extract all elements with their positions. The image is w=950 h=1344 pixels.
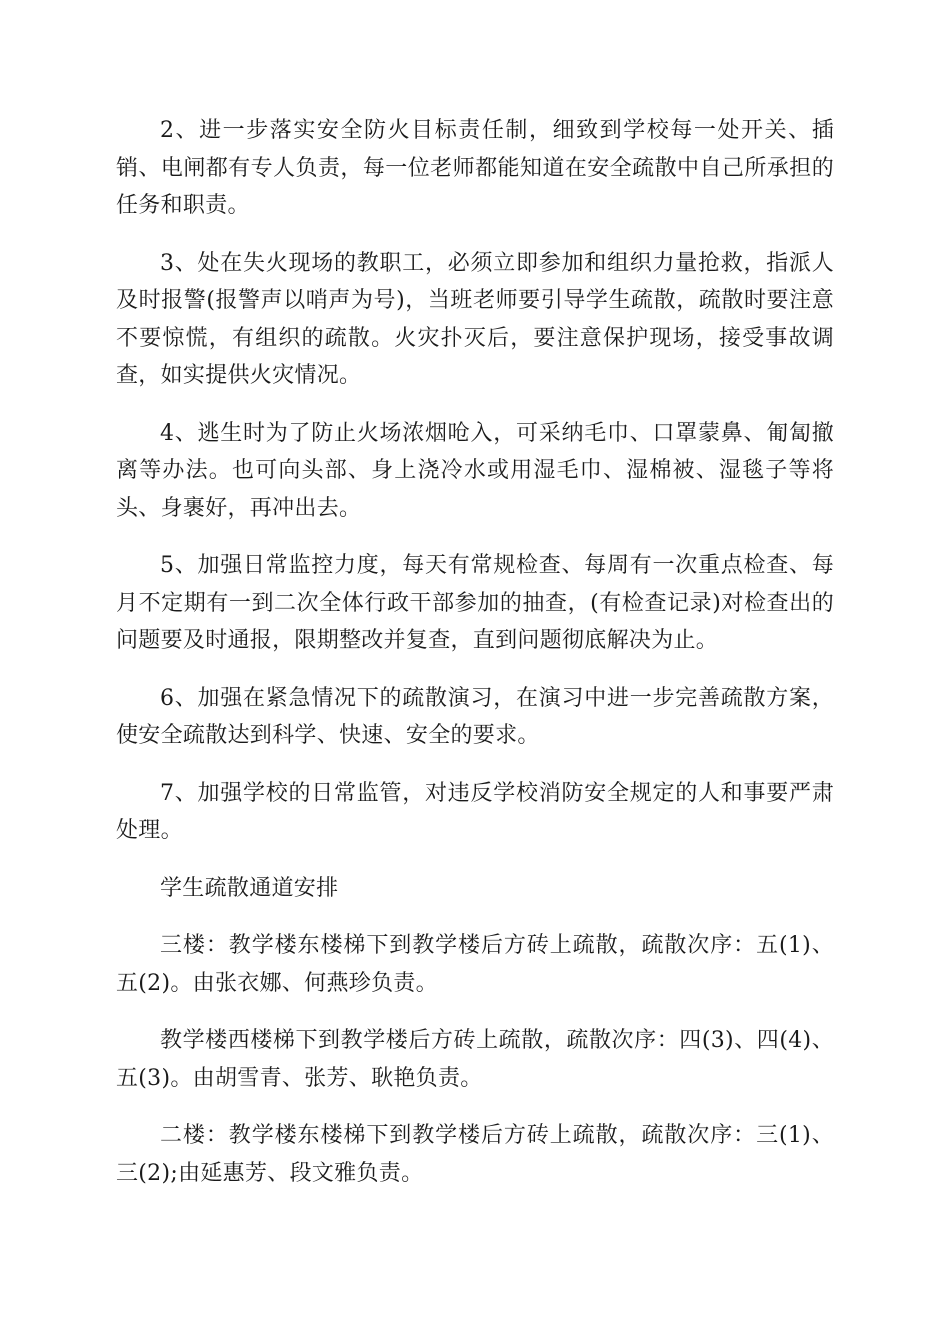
paragraph-item-5: 5、加强日常监控力度，每天有常规检查、每周有一次重点检查、每月不定期有一到二次全体行政干部参加的抽查，(有检查记录)对检查出的问题要及时通报，限期整改并复查，直到问题彻底解决为止。 xyxy=(116,553,834,653)
paragraph-item-4: 4、逃生时为了防止火场浓烟呛入，可采纳毛巾、口罩蒙鼻、匍匐撤离等办法。也可向头部、身上浇冷水或用湿毛巾、湿棉被、湿毯子等将头、身裹好，再冲出去。 xyxy=(116,420,834,521)
paragraph-third-floor: 三楼：教学楼东楼梯下到教学楼后方砖上疏散，疏散次序：五(1)、五(2)。由张衣娜、何燕珍负责。 xyxy=(116,933,834,996)
document-body xyxy=(116,112,834,1212)
section-heading: 学生疏散通道安排 xyxy=(160,875,339,901)
paragraph-item-2: 2、进一步落实安全防火目标责任制，细致到学校每一处开关、插销、电闸都有专人负责，每一位老师都能知道在安全疏散中自己所承担的任务和职责。 xyxy=(116,118,834,218)
paragraph-item-6: 6、加强在紧急情况下的疏散演习，在演习中进一步完善疏散方案，使安全疏散达到科学、快速、安全的要求。 xyxy=(116,685,834,748)
paragraph-west-stairs: 教学楼西楼梯下到教学楼后方砖上疏散，疏散次序：四(3)、四(4)、五(3)。由胡雪青、张芳、耿艳负责。 xyxy=(116,1028,834,1091)
paragraph-item-7: 7、加强学校的日常监管，对违反学校消防安全规定的人和事要严肃处理。 xyxy=(116,780,834,843)
paragraph-item-3: 3、处在失火现场的教职工，必须立即参加和组织力量抢救，指派人及时报警(报警声以哨声为号)，当班老师要引导学生疏散，疏散时要注意不要惊慌，有组织的疏散。火灾扑灭后，要注意保护现场，接受事故调查，如实提供火灾情况。 xyxy=(116,250,834,388)
paragraph-second-floor: 二楼：教学楼东楼梯下到教学楼后方砖上疏散，疏散次序：三(1)、三(2);由延惠芳、段文雅负责。 xyxy=(116,1123,834,1186)
